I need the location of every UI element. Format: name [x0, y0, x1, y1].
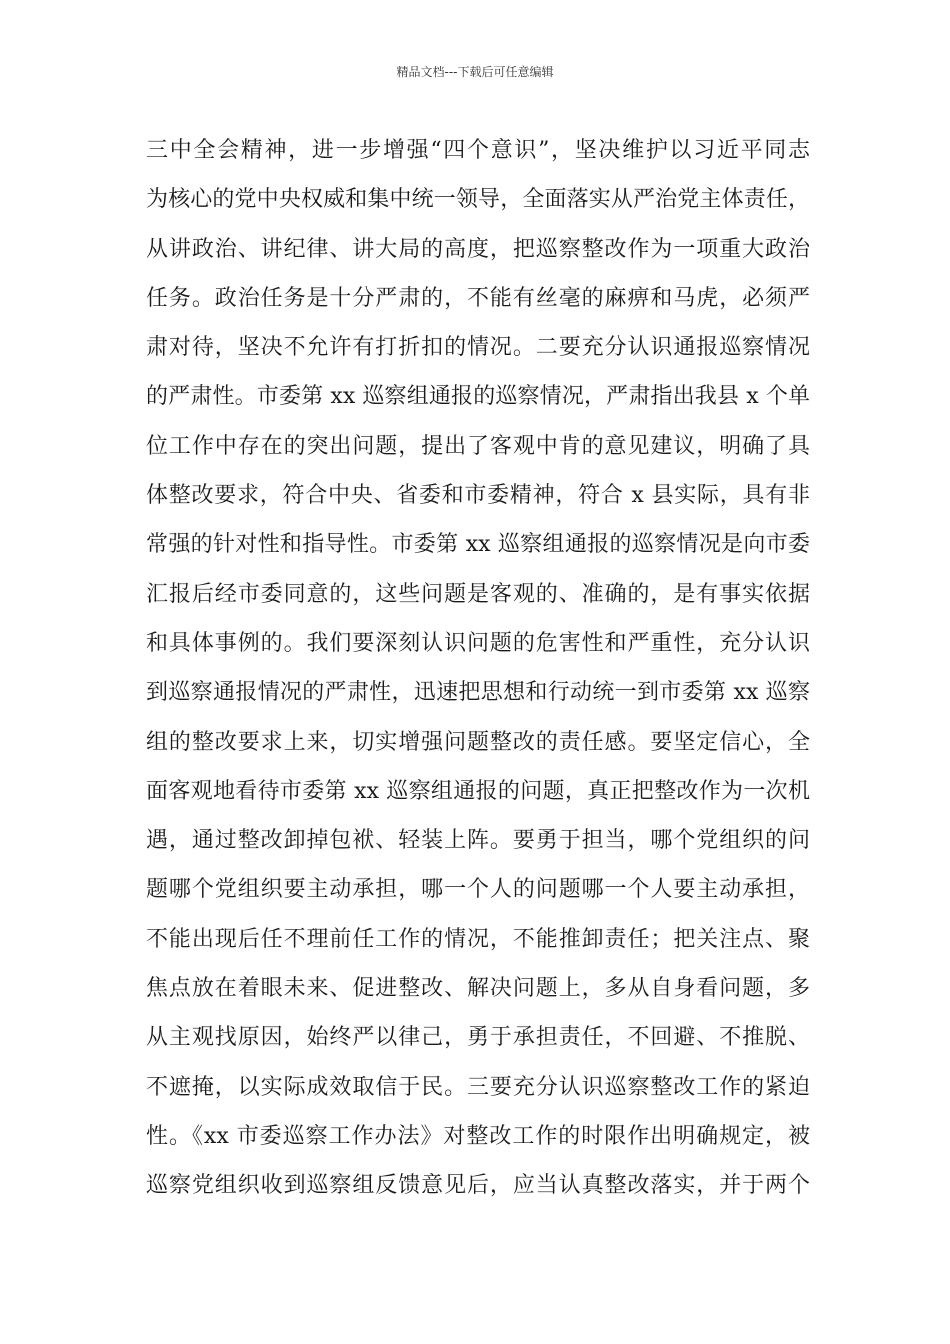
text-line: 面客观地看待市委第 xx 巡察组通报的问题，真正把整改作为一次机 [146, 778, 810, 804]
text-line: 位工作中存在的突出问题，提出了客观中肯的意见建议，明确了具 [146, 433, 810, 459]
text-line: 肃对待，坚决不允许有打折扣的情况。二要充分认识通报巡察情况 [146, 335, 810, 361]
text-line: 常强的针对性和指导性。市委第 xx 巡察组通报的巡察情况是向市委 [146, 532, 810, 558]
text-line: 到巡察通报情况的严肃性，迅速把思想和行动统一到市委第 xx 巡察 [146, 680, 810, 706]
text-line: 三中全会精神，进一步增强“四个意识”，坚决维护以习近平同志 [146, 138, 810, 163]
text-line: 不能出现后任不理前任工作的情况，不能推卸责任；把关注点、聚 [146, 926, 810, 952]
text-line: 从主观找原因，始终严以律己，勇于承担责任，不回避、不推脱、 [146, 1025, 810, 1051]
text-line: 为核心的党中央权威和集中统一领导，全面落实从严治党主体责任， [146, 187, 810, 213]
text-line: 体整改要求，符合中央、省委和市委精神，符合 x 县实际，具有非 [146, 483, 810, 509]
text-line: 任务。政治任务是十分严肃的，不能有丝毫的麻痹和马虎，必须严 [146, 285, 810, 311]
document-body [146, 126, 810, 1211]
text-line: 题哪个党组织要主动承担，哪一个人的问题哪一个人要主动承担， [146, 877, 810, 903]
text-line: 组的整改要求上来，切实增强问题整改的责任感。要坚定信心，全 [146, 729, 810, 755]
text-line: 的严肃性。市委第 xx 巡察组通报的巡察情况，严肃指出我县 x 个单 [146, 384, 810, 410]
text-line: 性。《xx 市委巡察工作办法》对整改工作的时限作出明确规定，被 [146, 1123, 810, 1149]
text-line: 和具体事例的。我们要深刻认识问题的危害性和严重性，充分认识 [146, 630, 810, 656]
text-line: 从讲政治、讲纪律、讲大局的高度，把巡察整改作为一项重大政治 [146, 236, 810, 262]
text-line: 遇，通过整改卸掉包袱、轻装上阵。要勇于担当，哪个党组织的问 [146, 828, 810, 854]
text-line: 汇报后经市委同意的，这些问题是客观的、准确的，是有事实依据 [146, 581, 810, 607]
page-header: 精品文档---下载后可任意编辑 [396, 65, 554, 79]
text-line: 焦点放在着眼未来、促进整改、解决问题上，多从自身看问题，多 [146, 976, 810, 1002]
text-line: 不遮掩，以实际成效取信于民。三要充分认识巡察整改工作的紧迫 [146, 1074, 810, 1100]
text-line: 巡察党组织收到巡察组反馈意见后，应当认真整改落实，并于两个 [146, 1173, 810, 1199]
